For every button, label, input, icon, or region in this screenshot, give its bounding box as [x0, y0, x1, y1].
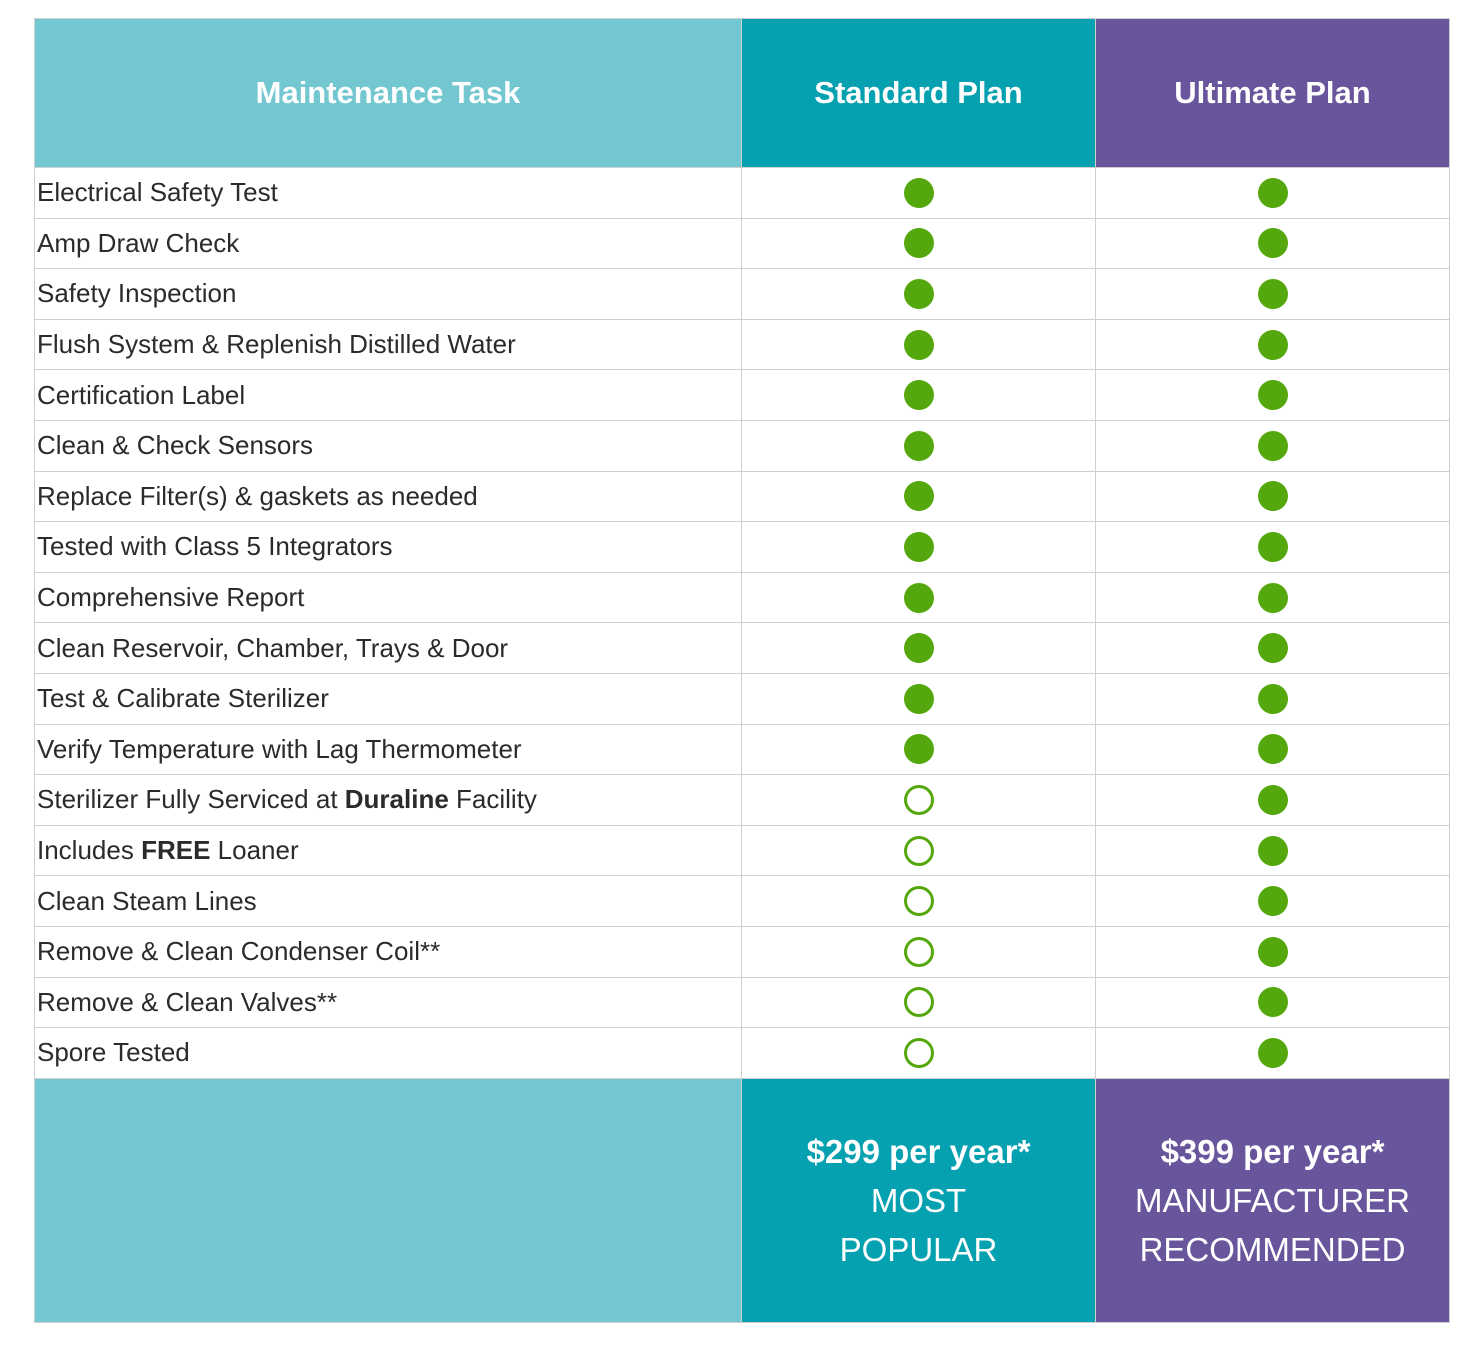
standard-plan-cell [742, 421, 1096, 472]
table-row [35, 826, 1449, 877]
included-dot-icon [904, 684, 934, 714]
included-dot-icon [1258, 1038, 1288, 1068]
task-name [35, 421, 742, 472]
task-name-text: Facility [448, 784, 537, 815]
included-dot-icon [1258, 532, 1288, 562]
included-dot-icon [904, 633, 934, 663]
task-name-text: Safety Inspection [37, 278, 237, 309]
included-dot-icon [1258, 228, 1288, 258]
included-dot-icon [1258, 734, 1288, 764]
standard-plan-cell [742, 623, 1096, 674]
not-included-circle-icon [904, 987, 934, 1017]
table-row [35, 370, 1449, 421]
included-dot-icon [1258, 178, 1288, 208]
included-dot-icon [1258, 785, 1288, 815]
standard-plan-cell [742, 573, 1096, 624]
ultimate-plan-cell [1096, 826, 1449, 877]
table-row [35, 168, 1449, 219]
table-row [35, 320, 1449, 371]
included-dot-icon [904, 734, 934, 764]
table-row [35, 522, 1449, 573]
standard-plan-cell [742, 320, 1096, 371]
included-dot-icon [1258, 380, 1288, 410]
ultimate-plan-price: $399 per year* [1160, 1132, 1385, 1170]
task-name [35, 775, 742, 826]
task-name-text: Verify Temperature with Lag Thermometer [37, 733, 522, 764]
ultimate-plan-cell [1096, 674, 1449, 725]
task-name [35, 168, 742, 219]
task-name-text: Certification Label [37, 379, 246, 410]
task-name [35, 826, 742, 877]
ultimate-plan-price-cell [1096, 1079, 1449, 1322]
task-name-text: Test & Calibrate Sterilizer [37, 683, 329, 714]
ultimate-plan-cell [1096, 522, 1449, 573]
task-name-text: Remove & Clean Condenser Coil** [37, 936, 441, 967]
task-name-text: Amp Draw Check [37, 227, 240, 258]
task-name [35, 623, 742, 674]
task-name [35, 725, 742, 776]
plan-comparison-table [34, 18, 1450, 1323]
task-name-text: Tested with Class 5 Integrators [37, 531, 393, 562]
included-dot-icon [904, 481, 934, 511]
task-name-text: Electrical Safety Test [37, 177, 278, 208]
ultimate-plan-cell [1096, 725, 1449, 776]
ultimate-plan-cell [1096, 927, 1449, 978]
standard-plan-cell [742, 674, 1096, 725]
task-name [35, 320, 742, 371]
included-dot-icon [1258, 481, 1288, 511]
included-dot-icon [1258, 836, 1288, 866]
included-dot-icon [904, 532, 934, 562]
task-name [35, 876, 742, 927]
task-name [35, 927, 742, 978]
ultimate-plan-cell [1096, 421, 1449, 472]
standard-plan-cell [742, 1028, 1096, 1079]
task-name [35, 674, 742, 725]
task-name [35, 522, 742, 573]
task-name [35, 978, 742, 1029]
included-dot-icon [904, 583, 934, 613]
included-dot-icon [904, 330, 934, 360]
header-ultimate-plan: Ultimate Plan [1096, 19, 1449, 168]
standard-plan-cell [742, 826, 1096, 877]
task-name [35, 269, 742, 320]
table-row [35, 219, 1449, 270]
ultimate-plan-cell [1096, 320, 1449, 371]
ultimate-plan-cell [1096, 573, 1449, 624]
included-dot-icon [1258, 431, 1288, 461]
ultimate-plan-cell [1096, 876, 1449, 927]
standard-plan-price-cell [742, 1079, 1096, 1322]
standard-plan-cell [742, 168, 1096, 219]
task-name-text: Comprehensive Report [37, 582, 305, 613]
ultimate-plan-note-line-1: MANUFACTURER [1134, 1181, 1410, 1219]
ultimate-plan-cell [1096, 219, 1449, 270]
task-name-text: Spore Tested [37, 1037, 190, 1068]
standard-plan-cell [742, 725, 1096, 776]
included-dot-icon [1258, 886, 1288, 916]
not-included-circle-icon [904, 886, 934, 916]
task-name [35, 370, 742, 421]
not-included-circle-icon [904, 1038, 934, 1068]
standard-plan-note-line-1: MOST [870, 1181, 967, 1219]
task-name [35, 219, 742, 270]
ultimate-plan-cell [1096, 978, 1449, 1029]
table-row [35, 269, 1449, 320]
included-dot-icon [904, 228, 934, 258]
standard-plan-cell [742, 775, 1096, 826]
table-footer-row [35, 1079, 1449, 1322]
standard-plan-cell [742, 219, 1096, 270]
included-dot-icon [904, 178, 934, 208]
task-name-emphasis: FREE [141, 835, 211, 866]
included-dot-icon [904, 380, 934, 410]
included-dot-icon [1258, 633, 1288, 663]
table-row [35, 573, 1449, 624]
ultimate-plan-cell [1096, 1028, 1449, 1079]
task-name [35, 1028, 742, 1079]
ultimate-plan-cell [1096, 623, 1449, 674]
task-name-text: Replace Filter(s) & gaskets as needed [37, 480, 478, 511]
standard-plan-cell [742, 269, 1096, 320]
standard-plan-cell [742, 927, 1096, 978]
task-name-emphasis: Duraline [344, 784, 449, 815]
table-row [35, 927, 1449, 978]
included-dot-icon [1258, 937, 1288, 967]
ultimate-plan-cell [1096, 370, 1449, 421]
table-row [35, 876, 1449, 927]
ultimate-plan-cell [1096, 775, 1449, 826]
task-name-text: Includes [37, 835, 142, 866]
table-row [35, 725, 1449, 776]
task-name [35, 472, 742, 523]
table-body [35, 168, 1449, 1079]
not-included-circle-icon [904, 937, 934, 967]
table-row [35, 472, 1449, 523]
task-name-text: Flush System & Replenish Distilled Water [37, 329, 516, 360]
included-dot-icon [904, 279, 934, 309]
standard-plan-cell [742, 876, 1096, 927]
table-row [35, 775, 1449, 826]
standard-plan-price: $299 per year* [806, 1132, 1031, 1170]
table-header-row [35, 19, 1449, 168]
ultimate-plan-cell [1096, 168, 1449, 219]
table-row [35, 978, 1449, 1029]
standard-plan-note-line-2: POPULAR [839, 1230, 998, 1268]
table-row [35, 674, 1449, 725]
ultimate-plan-cell [1096, 472, 1449, 523]
standard-plan-cell [742, 370, 1096, 421]
ultimate-plan-note-line-2: RECOMMENDED [1139, 1230, 1406, 1268]
table-row [35, 1028, 1449, 1079]
included-dot-icon [1258, 684, 1288, 714]
footer-empty-cell [35, 1079, 742, 1322]
task-name-text: Clean Reservoir, Chamber, Trays & Door [37, 632, 509, 663]
ultimate-plan-cell [1096, 269, 1449, 320]
standard-plan-cell [742, 472, 1096, 523]
not-included-circle-icon [904, 785, 934, 815]
task-name [35, 573, 742, 624]
task-name-text: Loaner [210, 835, 299, 866]
table-row [35, 623, 1449, 674]
included-dot-icon [1258, 279, 1288, 309]
table-row [35, 421, 1449, 472]
header-maintenance-task: Maintenance Task [35, 19, 742, 168]
included-dot-icon [1258, 330, 1288, 360]
standard-plan-cell [742, 522, 1096, 573]
included-dot-icon [1258, 987, 1288, 1017]
task-name-text: Sterilizer Fully Serviced at [37, 784, 345, 815]
header-standard-plan: Standard Plan [742, 19, 1096, 168]
included-dot-icon [904, 431, 934, 461]
task-name-text: Clean & Check Sensors [37, 430, 314, 461]
task-name-text: Remove & Clean Valves** [37, 986, 338, 1017]
standard-plan-cell [742, 978, 1096, 1029]
task-name-text: Clean Steam Lines [37, 885, 257, 916]
included-dot-icon [1258, 583, 1288, 613]
not-included-circle-icon [904, 836, 934, 866]
